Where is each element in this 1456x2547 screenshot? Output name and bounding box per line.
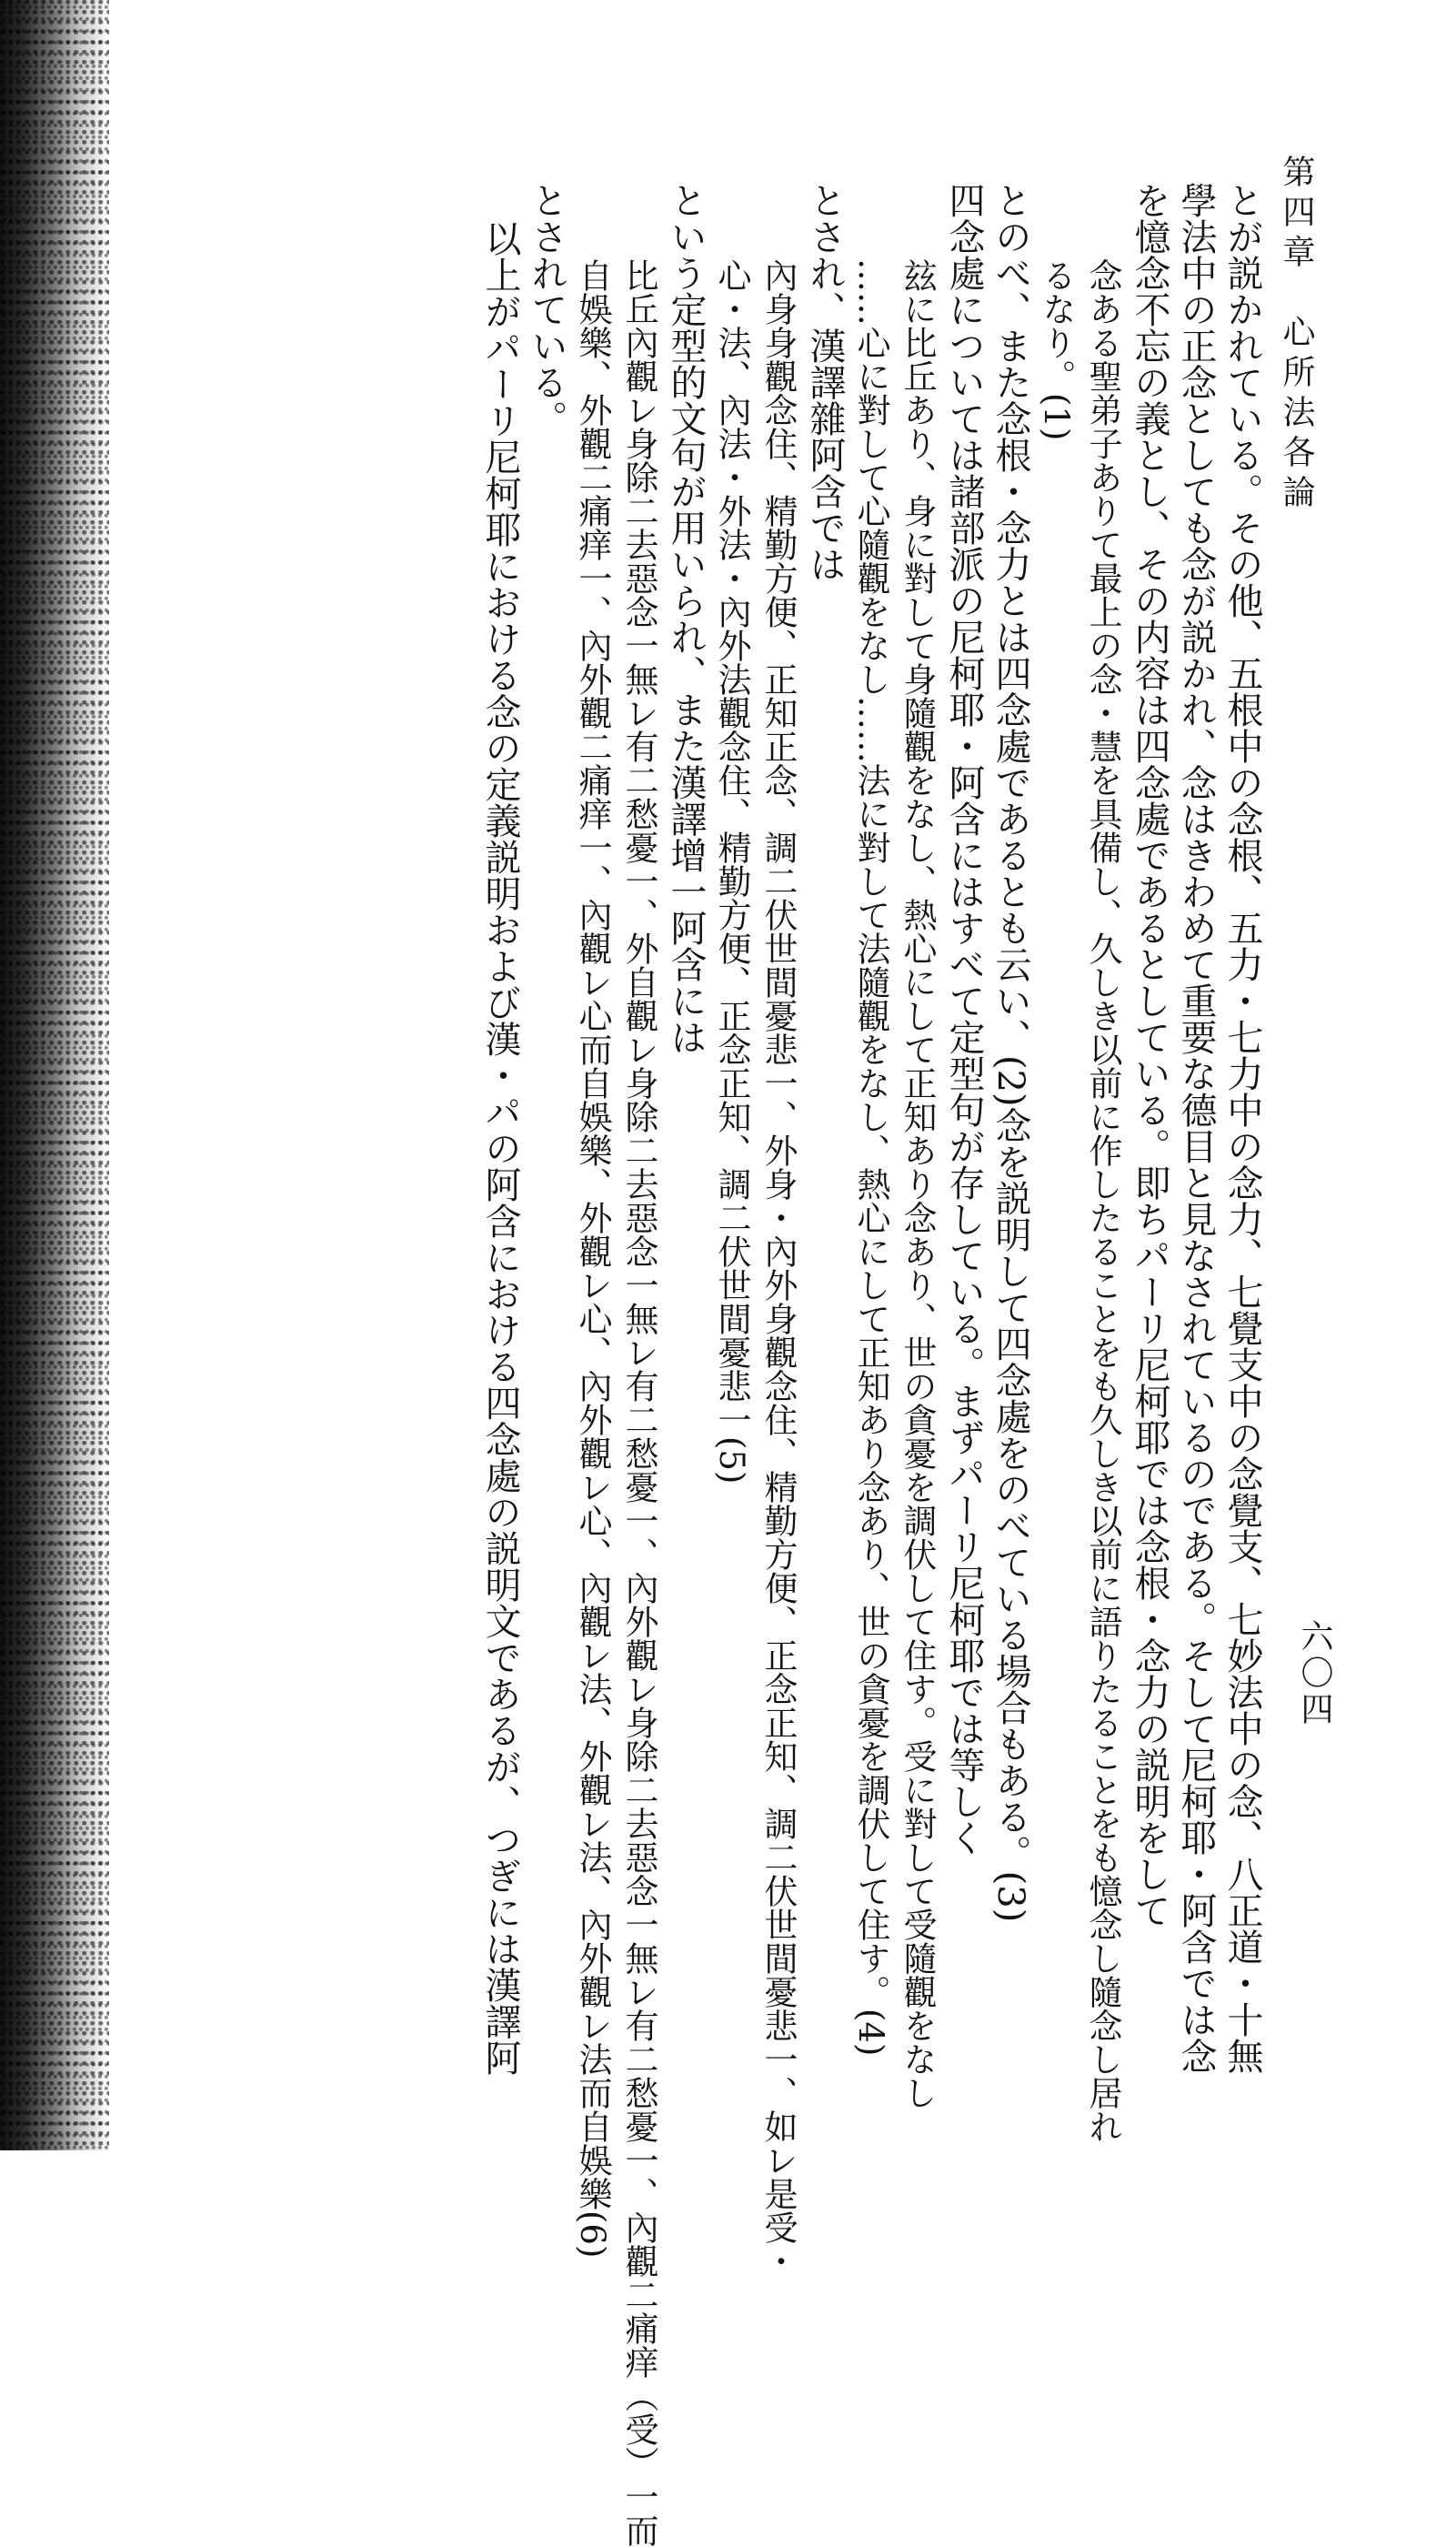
text-line: とのべ、また念根・念力とは四念處であるとも云い、(2)念を説明して四念處をのべている場合もある。(3) xyxy=(989,182,1031,1923)
quote-line: るなり。(1) xyxy=(1037,258,1076,441)
text-line: という定型的文句が用いられ、また漢譯增一阿含には xyxy=(665,182,707,1055)
quote-line: 自娛樂、外觀二痛痒一、內外觀二痛痒一、內觀レ心而自娛樂、外觀レ心、內外觀レ心、內觀レ法、外觀レ法、內外觀レ法而自娛樂(6) xyxy=(573,258,612,2259)
text-line: 學法中の正念としても念が説かれ、念はきわめて重要な德目と見なされているのである。そして尼柯耶・阿含では念 xyxy=(1175,182,1217,2074)
scan-shadow xyxy=(0,0,109,2150)
text-line: 四念處については諸部派の尼柯耶・阿含にはすべて定型句が存している。まずパーリ尼柯耶では等しく xyxy=(943,182,985,1856)
text-line: とされている。 xyxy=(526,182,567,437)
quote-line: 心・法、內法・外法・內外法觀念住、精勤方便、正念正知、調二伏世間憂悲一(5) xyxy=(712,258,751,1485)
text-line: を憶念不忘の義とし、その内容は四念處であるとしている。即ちパーリ尼柯耶では念根・念力の説明をして xyxy=(1129,182,1170,1928)
quote-line: 內身身觀念住、精勤方便、正知正念、調二伏世間憂悲一、外身・內外身觀念住、精勤方便、正念正知、調二伏世間憂悲一、如レ是受・ xyxy=(758,258,798,2278)
quote-line: ……心に對して心隨觀をなし……法に對して法隨觀をなし、熱心にして正知あり念あり、世の貪憂を調伏して住す。(4) xyxy=(851,258,890,2057)
text-line: 以上がパーリ尼柯耶における念の定義説明および漢・パの阿含における四念處の説明文であるが、つぎには漢譯阿 xyxy=(479,220,521,2076)
body-text xyxy=(477,182,1265,2547)
quote-line: 比丘內觀レ身除二去惡念一無レ有二愁憂一、外自觀レ身除二去惡念一無レ有二愁憂一、內外觀レ身除二去惡念一無レ有二愁憂一、內觀二痛痒（受）一而 xyxy=(619,258,658,2547)
text-line: とされ、漢譯雜阿含では xyxy=(804,182,846,582)
text-line: とが説かれている。その他、五根中の念根、五力・七力中の念力、七覺支中の念覺支、七妙法中の念、八正道・十無 xyxy=(1221,182,1263,2074)
quote-line: 念ある聖弟子ありて最上の念・慧を具備し、久しき以前に作したることをも久しき以前に語りたることをも憶念し隨念し居れ xyxy=(1083,258,1122,2143)
page-number: 六〇四 xyxy=(1296,1619,1333,1728)
quote-line: 玆に比丘あり、身に對して身隨觀をなし、熱心にして正知あり念あり、世の貪憂を調伏して住す。受に對して受隨觀をなし xyxy=(898,258,937,2109)
running-head: 第四章 心所法各論 xyxy=(1278,155,1315,515)
